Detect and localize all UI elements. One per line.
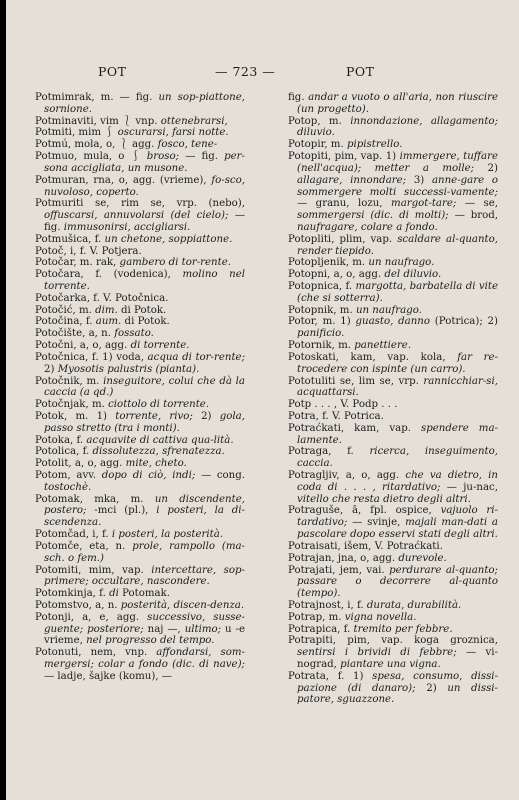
dictionary-entry: Potolica, f. dissolutezza, sfrenatezza.: [35, 446, 225, 458]
dictionary-entry: Potmuran, rna, o, agg. (vrieme), fo-sco, nuvoloso, coperto.: [35, 174, 245, 198]
dictionary-entry: Potočni, a, o, agg. di torrente.: [35, 340, 190, 352]
dictionary-entry: Potopnik, m. un naufrago.: [288, 304, 422, 316]
dictionary-entry: Potopliti, plim, vap. scaldare al-quanto, render tiepido.: [288, 233, 498, 257]
dictionary-entry: Potp . . . , V. Podp . . .: [288, 399, 398, 411]
dictionary-entry: Potra, f. V. Potrica.: [288, 410, 384, 422]
dictionary-entry: Potmušica, f. un chetone, soppiattone.: [35, 233, 233, 245]
dictionary-entry: Potraga, f. ricerca, inseguimento, caccia.: [288, 446, 498, 470]
dictionary-entry: Potmuo, mula, o ⎰ broso; — fig. per-sona accigliata, un musone.: [35, 151, 245, 174]
dictionary-entry: Potopljenik, m. un naufrago.: [288, 257, 435, 269]
dictionary-entry: Potoč, i, f. V. Potjera.: [35, 245, 142, 257]
dictionary-entry: Potomak, mka, m. un discendente, postero; -mci (pl.), i posteri, la di-scendenza.: [35, 493, 245, 529]
dictionary-entry: Potočnica, f. 1) voda, acqua di tor-rente; 2) Myosotis palustris (pianta).: [35, 351, 246, 375]
dictionary-entry: Potrapiti, pim, vap. koga groznica, sentirsi i brividi di febbre; — vi-nograd, piantare una vigna.: [288, 635, 498, 670]
dictionary-entry: Potrapica, f. tremito per febbre.: [288, 623, 453, 635]
running-head-left: POT: [98, 64, 127, 79]
dictionary-entry: Potomče, eta, n. prole, rampollo (ma-sch. o fem.): [35, 540, 245, 564]
dictionary-entry: Potonuti, nem, vnp. affondarsi, som-mergersi; colar a fondo (dic. di nave); — ladje, šajke (komu), —: [35, 647, 245, 682]
dictionary-entry: Potolit, a, o, agg. mite, cheto.: [35, 458, 187, 470]
dictionary-entry: Potornik, m. panettiere.: [288, 340, 412, 352]
dictionary-entry: Potraćkati, kam, vap. spendere ma-lamente.: [288, 422, 498, 446]
dictionary-entry: Potopiti, pim, vap. 1) immergere, tuffare (nell'acqua); metter a molle; 2) allagare, innondare; 3) anne-gare o sommergere molti successi-vamente; — granu, lozu, margot-tare; — se, sommergersi (dic. di molti); — brod, naufragare, colare a fondo.: [288, 151, 499, 233]
dictionary-entry: Potoka, f. acquavite di cattiva qua-lità.: [35, 434, 234, 446]
dictionary-entry: Potom, avv. dopo di ciò, indi; — cong. tostochè.: [35, 470, 246, 493]
dictionary-entry: Potmimrak, m. — fig. un sop-piattone, sornione.: [35, 92, 245, 115]
dictionary-entry: Potrajnost, i, f. durata, durabilità.: [288, 599, 462, 611]
running-head-right: POT: [346, 64, 375, 79]
dictionary-entry: Potop, m. innondazione, allagamento; diluvio.: [288, 115, 498, 139]
dictionary-entry: Potočnik, m. inseguitore, colui che dà la caccia (a qd.): [35, 375, 245, 399]
dictionary-entry: Potrajati, jem, vai. perdurare al-quanto; passare o decorrere al-quanto (tempo).: [288, 564, 498, 600]
dictionary-entry: Potočić, m. dim. di Potok.: [35, 304, 167, 316]
dictionary-entry: Potrap, m. vigna novella.: [288, 611, 417, 623]
dictionary-entry: Potočina, f. aum. di Potok.: [35, 316, 170, 328]
dictionary-entry: Potočar, m. rak, gambero di tor-rente.: [35, 257, 231, 269]
dictionary-entry: Potraisati, išem, V. Potraćkati.: [288, 540, 443, 552]
dictionary-entry: Potmiti, mim ⎰ oscurarsi, farsi notte.: [35, 127, 229, 139]
dictionary-entry: Potopni, a, o, agg. del diluvio.: [288, 269, 442, 281]
dictionary-entry: Potomiti, mim, vap. intercettare, sop-primere; occultare, nascondere.: [35, 564, 245, 588]
dictionary-entry: Potminaviti, vim ⎱ vnp. ottenebrarsi,: [35, 115, 228, 127]
dictionary-entry: Potopnica, f. margotta, barbatella di vite (che si sotterra).: [288, 281, 498, 304]
dictionary-entry: Potopir, m. pipistrello.: [288, 139, 403, 151]
dictionary-entry: Potrata, f. 1) spesa, consumo, dissi-pazione (di danaro); 2) un dissi-patore, sguazzone.: [288, 670, 499, 706]
right-column: [288, 92, 498, 706]
dictionary-entry: Potrajan, jna, o, agg. durevole.: [288, 552, 447, 564]
dictionary-entry: Potok, m. 1) torrente, rivo; 2) gola, passo stretto (tra i monti).: [35, 410, 245, 434]
dictionary-page: [6, 0, 519, 800]
dictionary-entry: Potomstvo, a, n. posterità, discen-denza.: [35, 599, 245, 611]
dictionary-entry: Potragljiv, a, o, agg. che va dietro, in coda di . . . , ritardativo; — ju-nac, vitello che resta dietro degli altri.: [288, 470, 498, 505]
dictionary-entry: Potraguše, ā, fpl. ospice, vajuolo ri-tardativo; — svinje, majali man-dati a pascolare dopo esservi stati degli altri.: [288, 505, 498, 541]
dictionary-entry: Pototuliti se, lim se, vrp. rannicchiar-si, acquattarsi.: [288, 375, 498, 399]
dictionary-entry: Potomčad, i, f. i posteri, la posterità.: [35, 529, 224, 541]
dictionary-entry: Potočnjak, m. ciottolo di torrente.: [35, 399, 210, 411]
left-column: [35, 92, 245, 683]
dictionary-entry: Potmuriti se, rim se, vrp. (nebo), offuscarsi, annuvolarsi (del cielo); — fig. immusonirsi, accigliarsi.: [35, 198, 246, 233]
dictionary-entry: Potoskati, kam, vap. kola, far re-trocedere con ispinte (un carro).: [288, 351, 498, 375]
dictionary-entry: Potonji, a, e, agg. successivo, susse-guente; posteriore; naj —, ultimo; u -e vrieme, nel progresso del tempo.: [35, 611, 245, 647]
dictionary-entry: Potomkinja, f. di Potomak.: [35, 588, 171, 600]
dictionary-entry: Potor, m. 1) guasto, danno (Potrica); 2) panificio.: [288, 316, 499, 340]
dictionary-entry: Potmú, mola, o, ⎱ agg. fosco, tene-: [35, 139, 218, 151]
dictionary-entry: fig. andar a vuoto o all'aria, non riuscire (un progetto).: [288, 92, 498, 115]
dictionary-entry: Potočara, f. (vodenica), molino nel torrente.: [35, 269, 245, 292]
dictionary-entry: Potočište, a, n. fossato.: [35, 328, 154, 340]
page-number: — 723 —: [215, 64, 276, 79]
dictionary-entry: Potočarka, f. V. Potočnica.: [35, 292, 169, 304]
